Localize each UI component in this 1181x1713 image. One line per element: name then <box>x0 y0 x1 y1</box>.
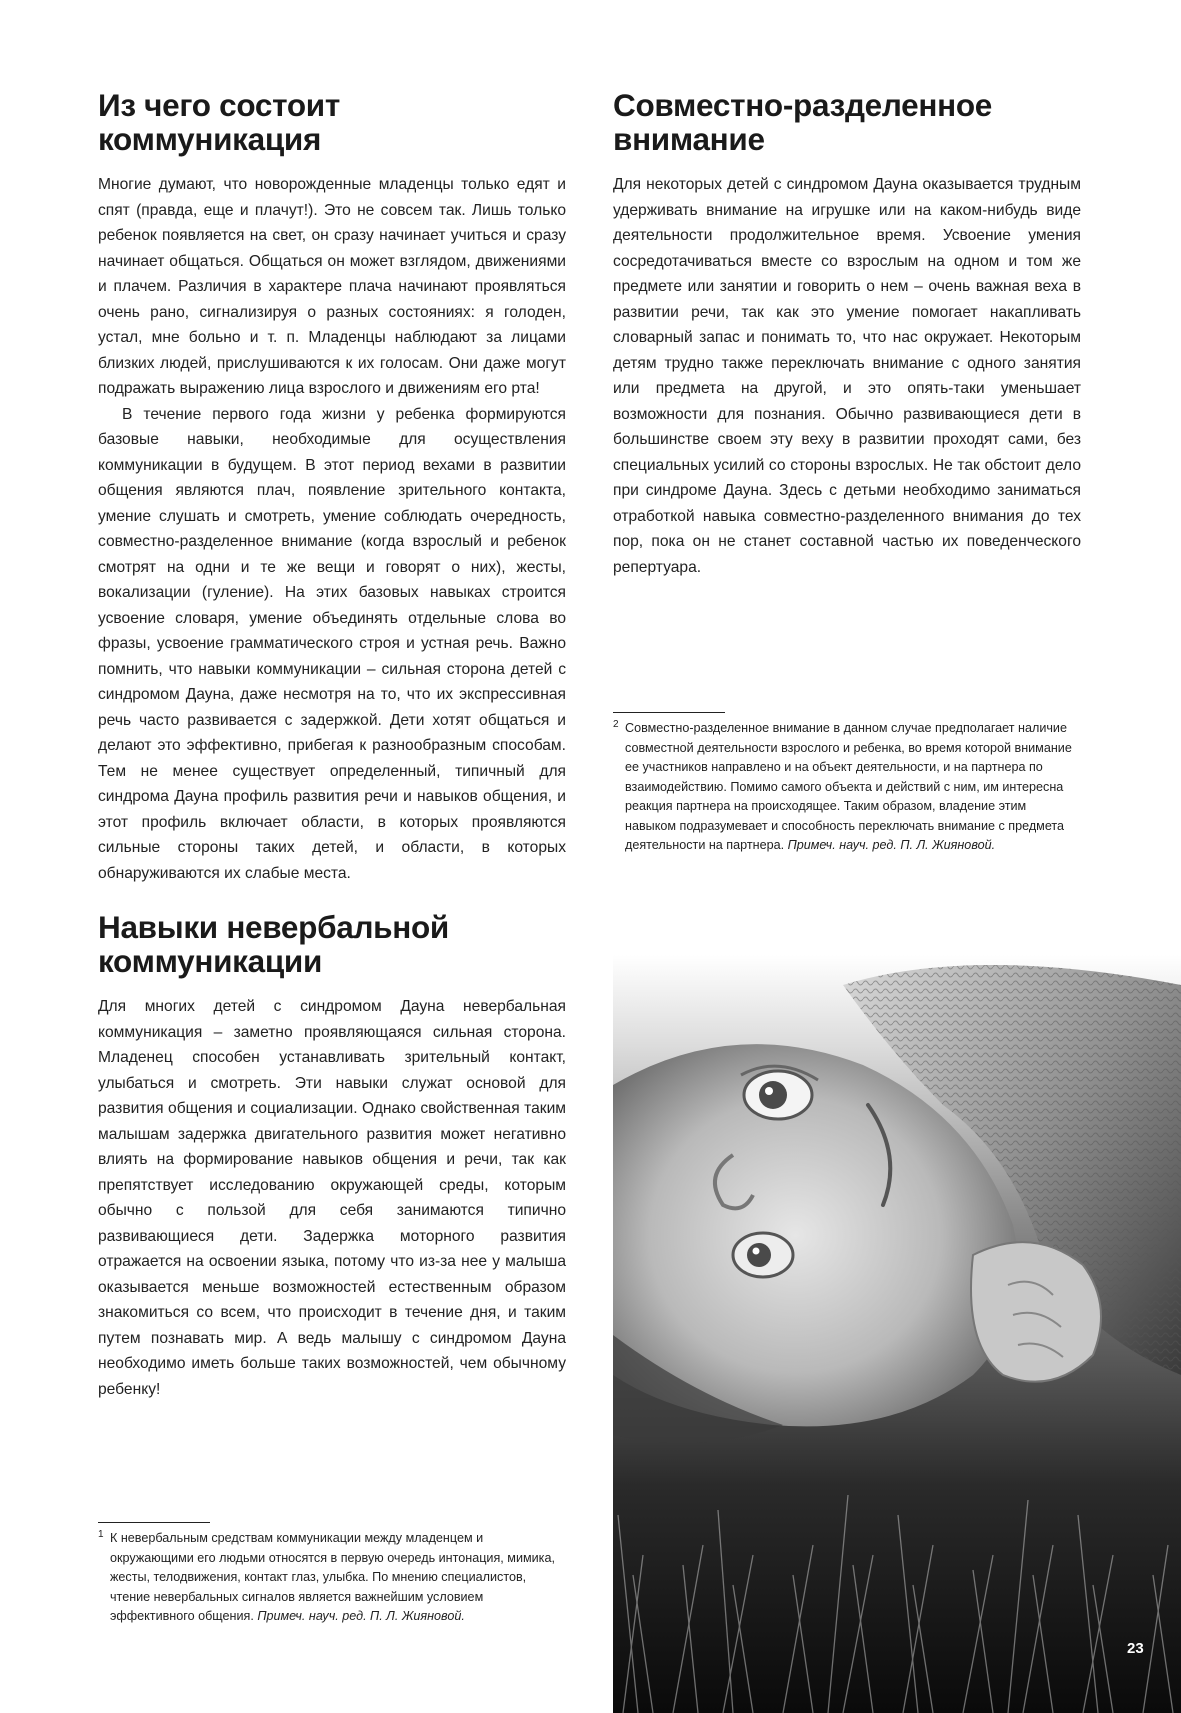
heading-communication: Из чего состоит коммуникация <box>98 87 340 157</box>
footnote-text: Совместно-разделенное внимание в данном случае предполагает наличие совместной деятельности взрослого и ребенка, во время которой внимание ее участников направлено и на объект деятельности, и на партнера по взаимодействию. Помимо самого объекта и действий с ним, им интересна реакция партнера на происходящее. Таким образом, владение этим навыком подразумевает и способность переключать внимание с предмета деятельности на партнера. <box>625 721 1072 852</box>
paragraph-nonverbal: Для многих детей с синдромом Дауна невербальная коммуникация – заметно проявляющаяся сильная сторона. Младенец способен устанавливать зрительный контакт, улыбаться и смотреть. Эти навыки служат основой для развития общения и социализации. Однако свойственная таким малышам задержка двигательного развития может негативно влиять на формирование навыков общения и речи, так как препятствует исследованию окружающей среды, которым обычно с пользой для себя занимаются типично развивающиеся дети. Задержка моторного развития отражается на освоении языка, потому что из-за нее у малыша оказывается меньше возможностей естественным образом знакомиться со всем, что происходит в течение дня, и таким путем познавать мир. А ведь малышу с синдромом Дауна необходимо иметь больше таких возможностей, чем обычному ребенку! <box>98 998 566 1398</box>
footnote-credit: Примеч. науч. ред. П. Л. Жияновой. <box>257 1609 465 1623</box>
footnote-credit: Примеч. науч. ред. П. Л. Жияновой. <box>787 838 996 852</box>
paragraph-joint-attention: Для некоторых детей с синдромом Дауна оказывается трудным удерживать внимание на игрушке или на каком-нибудь виде деятельности продолжительное время. Усвоение умения сосредотачиваться вместе со взрослым на одном и том же предмете или занятии и говорить о нем – очень важная веха в развитии речи, так как это умение помогает накапливать словарный запас и понимать то, что нас окружает. Некоторым детям трудно также переключать внимание с одного занятия или предмета на другой, и это опять-таки уменьшает возможности для познания. Обычно развивающиеся дети в большинстве своем эту веху в развитии проходят сами, без специальных усилий со стороны взрослых. Не так обстоит дело при синдроме Дауна. Здесь с детьми необходимо заниматься отработкой навыка совместно-разделенного внимания до тех пор, пока он не станет составной частью их поведенческого репертуара. <box>613 176 1081 576</box>
baby-photo-illustration <box>613 955 1181 1713</box>
heading-nonverbal: Навыки невербальной коммуникации <box>98 909 449 979</box>
footnote-body <box>613 719 1073 856</box>
footnote-rule <box>98 1522 210 1523</box>
right-column <box>613 88 1081 580</box>
baby-photo <box>613 955 1181 1713</box>
footnote-text: К невербальным средствам коммуникации между младенцем и окружающими его людьми относятся в первую очередь интонация, мимика, жесты, телодвижения, контакт глаз, улыбка. По мнению специалистов, чтение невербальных сигналов является важнейшим условием эффективного общения. <box>110 1531 555 1623</box>
left-column <box>98 88 566 1402</box>
footnote-1 <box>98 1522 558 1627</box>
footnote-mark: 2 <box>613 719 619 730</box>
heading-joint-attention: Совместно-разделенное внимание <box>613 87 992 157</box>
paragraph-communication-2: В течение первого года жизни у ребенка формируются базовые навыки, необходимые для осуществления коммуникации в будущем. В этот период вехами в развитии общения являются плач, появление зрительного контакта, умение слушать и смотреть, умение соблюдать очередность, совместно-разделенное внимание (когда взрослый и ребенок смотрят на одни и те же вещи и говорят о них), жесты, вокализации (гуление). На этих базовых навыках строится усвоение словаря, умение объединять отдельные слова во фразы, усвоение грамматического строя и устная речь. Важно помнить, что навыки коммуникации – сильная сторона детей с синдромом Дауна, даже несмотря на то, что их экспрессивная речь часто развивается с задержкой. Дети хотят общаться и делают это эффективно, прибегая к разнообразным способам. Тем не менее существует определенный, типичный для синдрома Дауна профиль развития речи и навыков общения, и этот профиль включает области, в которых проявляются сильные стороны таких детей, и области, в которых обнаруживаются их слабые места. <box>98 405 566 882</box>
footnote-body <box>98 1529 558 1627</box>
footnote-2 <box>613 712 1073 856</box>
page-number: 23 <box>1127 1640 1144 1657</box>
paragraph-communication-1: Многие думают, что новорожденные младенцы только едят и спят (правда, еще и плачут!). Это не совсем так. Лишь только ребенок появляется на свет, он сразу начинает учиться и сразу начинает общаться. Общаться он может взглядом, движениями и плачем. Различия в характере плача начинают проявляться очень рано, сигнализируя о разных состояниях: я голоден, устал, мне больно и т. п. Младенцы наблюдают за лицами близких людей, прислушиваются к их голосам. Они даже могут подражать выражению лица взрослого и движениям его рта! <box>98 176 566 397</box>
footnote-rule <box>613 712 725 713</box>
footnote-mark: 1 <box>98 1529 104 1540</box>
